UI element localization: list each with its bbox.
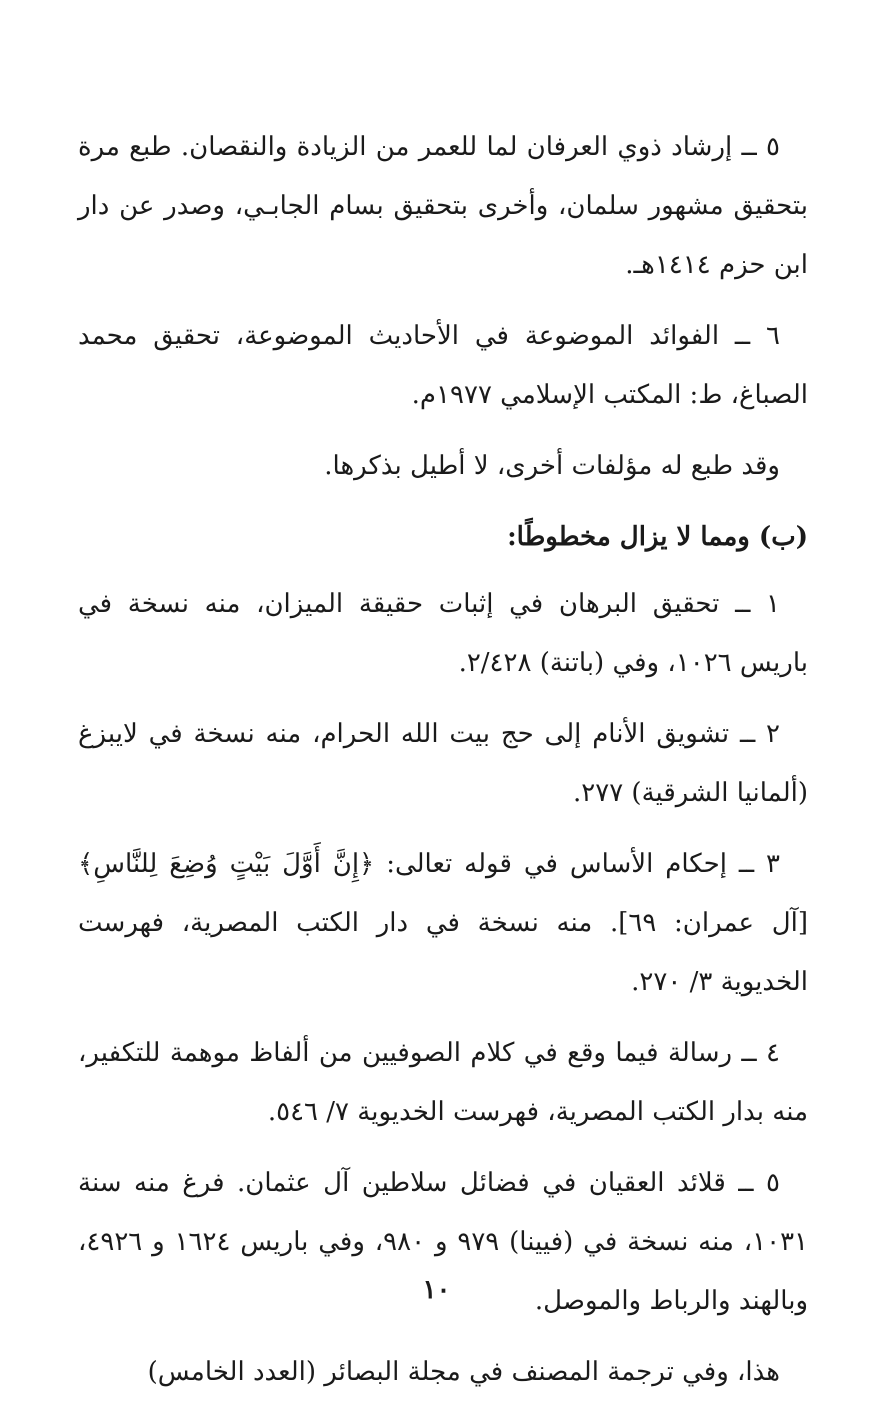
manuscript-item-1: ١ ــ تحقيق البرهان في إثبات حقيقة الميزان، منه نسخة في باريس ١٠٢٦، وفي (باتنة) ٢/٤٢٨. [78,589,808,678]
manuscript-item-3: ٣ ــ إحكام الأساس في قوله تعالى: ﴿إِنَّ أَوَّلَ بَيْتٍ وُضِعَ لِلنَّاسِ﴾ [آل عمران: ٦٩]. منه نسخة في دار الكتب المصرية، فهرست الخديوية ٣/ ٢٧٠. [78,849,808,997]
closing-paragraph: هذا، وفي ترجمة المصنف في مجلة البصائر (العدد الخامس) [147,1357,780,1387]
section-heading-manuscripts: (ب) ومما لا يزال مخطوطًا: [507,522,808,552]
manuscript-item-2: ٢ ــ تشويق الأنام إلى حج بيت الله الحرام، منه نسخة في لايبزغ (ألمانيا الشرقية) ٢٧٧. [78,719,808,808]
item-5-irshad: ٥ ــ إرشاد ذوي العرفان لما للعمر من الزيادة والنقصان. طبع مرة بتحقيق مشهور سلمان، وأخرى بتحقيق بسام الجابـي، وصدر عن دار ابن حزم ١٤١٤هـ. [78,132,808,280]
item-6-fawaid: ٦ ــ الفوائد الموضوعة في الأحاديث الموضوعة، تحقيق محمد الصباغ، ط: المكتب الإسلامي ١٩٧٧م. [78,321,808,410]
manuscript-item-5: ٥ ــ قلائد العقيان في فضائل سلاطين آل عثمان. فرغ منه سنة ١٠٣١، منه نسخة في (فيينا) ٩٧٩ و ٩٨٠، وفي باريس ١٦٢٤ و ٤٩٢٦، وبالهند والرباط والموصل. [78,1168,808,1316]
manuscript-item-4: ٤ ــ رسالة فيما وقع في كلام الصوفيين من ألفاظ موهمة للتكفير، منه بدار الكتب المصرية، فهرست الخديوية ٧/ ٥٤٦. [78,1038,808,1127]
page-number: ١٠ [422,1275,451,1305]
page-body [78,118,808,1402]
other-works-note: وقد طبع له مؤلفات أخرى، لا أطيل بذكرها. [324,451,780,481]
